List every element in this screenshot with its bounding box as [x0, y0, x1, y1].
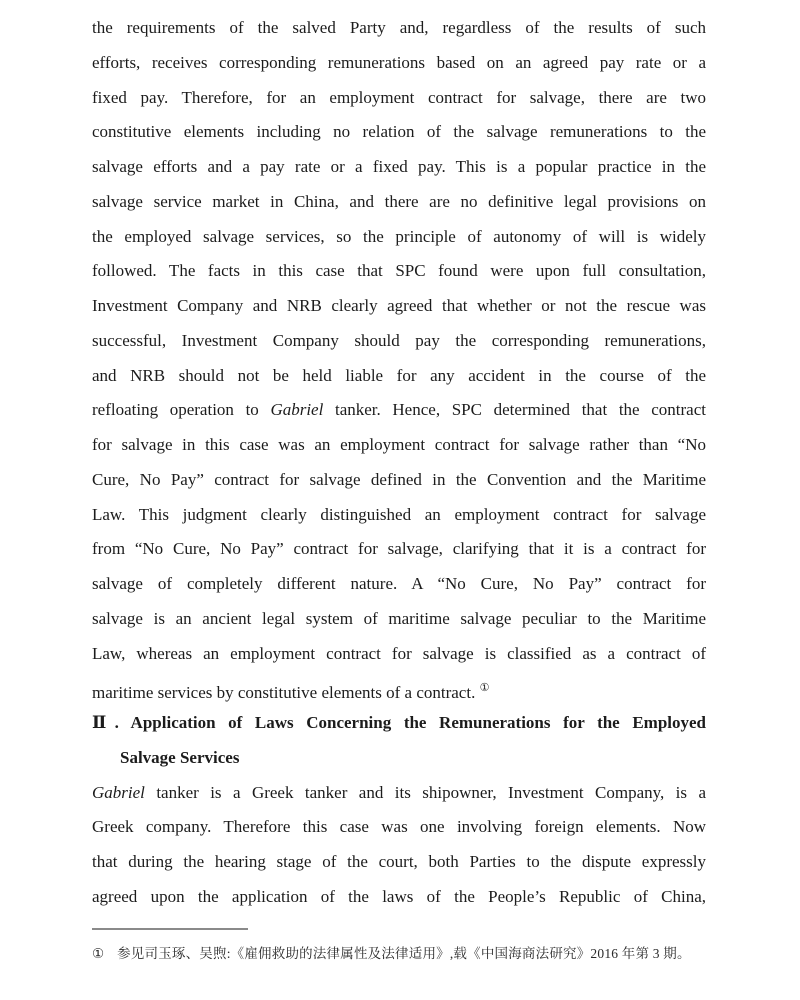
body-text-line [92, 115, 706, 150]
body-text-line [92, 81, 706, 116]
text-segment: maritime services by constitutive elements of a contract. [92, 683, 480, 703]
body-text-line [92, 602, 706, 637]
text-segment: tanker. Hence, SPC determined that the contract [323, 400, 706, 420]
text-segment: Law, whereas an employment contract for salvage is classified as a contract of [92, 643, 706, 663]
body-text-line [92, 428, 706, 463]
body-text-line [92, 254, 706, 289]
text-segment: tanker is a Greek tanker and its shipowner, Investment Company, is a [144, 782, 706, 802]
body-text-line [92, 810, 706, 845]
body-text-line [92, 845, 706, 880]
footnote-area [92, 928, 706, 964]
text-segment: the employed salvage services, so the principle of autonomy of will is widely [92, 226, 706, 246]
text-segment: salvage service market in China, and there are no definitive legal provisions on [92, 191, 706, 211]
body-text-line [92, 463, 706, 498]
text-segment: constitutive elements including no relation of the salvage remunerations to the [92, 122, 706, 142]
text-segment: and NRB should not be held liable for any accident in the course of the [92, 365, 706, 385]
text-segment: the requirements of the salved Party and, regardless of the results of such [92, 18, 706, 37]
footnote-rule [92, 928, 248, 930]
body-text-line [92, 567, 706, 602]
vessel-name-italic: Gabriel [92, 782, 145, 802]
text-segment: from “No Cure, No Pay” contract for salvage, clarifying that it is a contract for [92, 539, 706, 559]
body-text-line [92, 532, 706, 567]
body-text-line [92, 46, 706, 81]
text-segment: Salvage Services [120, 747, 240, 767]
body-text-line [92, 671, 706, 706]
body-text-line [92, 220, 706, 255]
section-heading-line-1 [92, 706, 706, 741]
body-text-line [92, 637, 706, 672]
text-segment: successful, Investment Company should pay the corresponding remunerations, [92, 330, 706, 350]
text-segment: salvage of completely different nature. A “No Cure, No Pay” contract for [92, 574, 706, 593]
text-segment: Cure, No Pay” contract for salvage defined in the Convention and the Maritime [92, 469, 706, 489]
text-segment: for salvage in this case was an employment contract for salvage rather than “No [92, 435, 706, 454]
text-segment: salvage is an ancient legal system of maritime salvage peculiar to the Maritime [92, 608, 706, 628]
text-segment: Greek company. Therefore this case was one involving foreign elements. Now [92, 817, 706, 837]
text-segment: followed. The facts in this case that SPC found were upon full consultation, [92, 261, 706, 281]
text-segment: refloating operation to [92, 400, 271, 420]
body-text-line [92, 11, 706, 46]
text-segment: fixed pay. Therefore, for an employment contract for salvage, there are two [92, 87, 706, 107]
body-text-line [92, 393, 706, 428]
text-segment: agreed upon the application of the laws of the People’s Republic of China, [92, 886, 706, 906]
body-text-line [92, 359, 706, 394]
text-segment: that during the hearing stage of the court, both Parties to the dispute expressly [92, 852, 706, 871]
body-text-line [92, 498, 706, 533]
footnote-text: 参见司玉琢、吴煦:《雇佣救助的法律属性及法律适用》,载《中国海商法研究》2016 年第 3 期。 [117, 946, 691, 961]
text-segment: efforts, receives corresponding remunerations based on an agreed pay rate or a [92, 52, 706, 72]
section-heading-line-2 [92, 741, 706, 776]
footnote-marker: ① [92, 946, 105, 961]
body-text-line [92, 880, 706, 915]
body-text-line [92, 289, 706, 324]
text-segment: Ⅱ. Application of Laws Concerning the Remunerations for the Employed [92, 713, 706, 732]
body-text-line [92, 776, 706, 811]
text-block [92, 11, 706, 915]
footnote-reference-marker: ① [479, 682, 490, 695]
footnote [92, 944, 706, 964]
vessel-name-italic: Gabriel [270, 400, 324, 420]
text-segment: Law. This judgment clearly distinguished an employment contract for salvage [92, 504, 706, 524]
text-segment: Investment Company and NRB clearly agreed that whether or not the rescue was [92, 296, 706, 315]
body-text-line [92, 150, 706, 185]
body-text-line [92, 185, 706, 220]
body-text-line [92, 324, 706, 359]
text-segment: salvage efforts and a pay rate or a fixed pay. This is a popular practice in the [92, 157, 706, 176]
